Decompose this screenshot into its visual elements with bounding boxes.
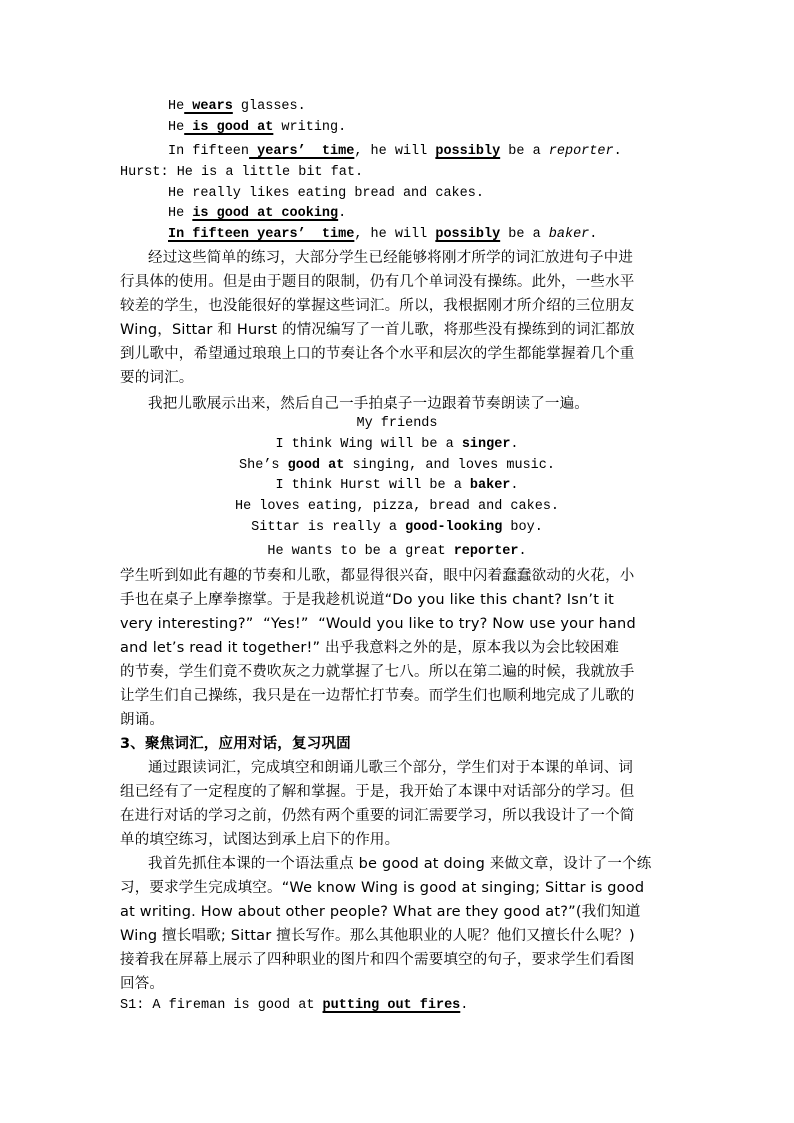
section-heading: 3、聚焦词汇，应用对话，复习巩固 xyxy=(120,736,351,752)
blank-answer: possibly xyxy=(435,144,501,159)
blank-answer: possibly xyxy=(435,227,501,242)
text: He wants to be a great xyxy=(267,544,454,559)
poem-line: He loves eating, pizza, bread and cakes. xyxy=(234,499,560,514)
text: glasses. xyxy=(232,99,306,114)
student-answer-line xyxy=(120,996,468,1016)
blank-answer: is good at cooking xyxy=(192,206,339,221)
text: singing, and loves music. xyxy=(344,458,555,473)
paragraph-line: Wing，Sittar 和 Hurst 的情况编写了一首儿歌，将那些没有操练到的词汇都放 xyxy=(120,322,635,338)
text: He xyxy=(168,99,185,114)
poem-line xyxy=(0,456,794,476)
paragraph-line: 较差的学生，也没能很好的掌握这些词汇。所以，我根据刚才所介绍的三位朋友 xyxy=(120,298,635,314)
text: I think Hurst will be a xyxy=(275,478,470,493)
text: . xyxy=(510,437,519,452)
paragraph-line: Wing 擅长唱歌; Sittar 擅长写作。那么其他职业的人呢？他们又擅长什么呢？) xyxy=(120,928,635,944)
text: , he will xyxy=(354,227,436,242)
text: . xyxy=(510,478,519,493)
paragraph-line: and let’s read it together!” 出乎我意料之外的是，原本我以为会比较困难 xyxy=(120,640,620,656)
example-line-reporter xyxy=(168,142,622,162)
paragraph-line: 单的填空练习，试图达到承上启下的作用。 xyxy=(120,832,400,848)
example-line-bread-cakes: He really likes eating bread and cakes. xyxy=(168,186,484,201)
paragraph-line: 组已经有了一定程度的了解和掌握。于是，我开始了本课中对话部分的学习。但 xyxy=(120,784,635,800)
paragraph-line: 通过跟读词汇，完成填空和朗诵儿歌三个部分，学生们对于本课的单词、词 xyxy=(148,760,634,776)
bold-word: baker xyxy=(469,478,511,493)
text: . xyxy=(338,206,347,221)
blank-answer: putting out fires xyxy=(322,998,461,1013)
poem-title: My friends xyxy=(356,416,438,431)
example-line-baker xyxy=(168,225,597,245)
poem-line xyxy=(0,518,794,538)
poem-line xyxy=(0,476,794,496)
paragraph-line: 行具体的使用。但是由于题目的限制，仍有几个单词没有操练。此外，一些水平 xyxy=(120,274,635,290)
bold-word: reporter xyxy=(453,544,519,559)
example-line-wears xyxy=(168,97,306,117)
text: . xyxy=(518,544,527,559)
example-line-hurst: Hurst: He is a little bit fat. xyxy=(120,165,364,180)
bold-word: good at xyxy=(287,458,345,473)
text: S1: A fireman is good at xyxy=(120,998,323,1013)
paragraph-line: 要的词汇。 xyxy=(120,370,194,386)
blank-answer: is good at xyxy=(184,120,274,135)
poem-line xyxy=(0,435,794,455)
text: In fifteen xyxy=(168,144,250,159)
text: . xyxy=(589,227,598,242)
italic-word: baker xyxy=(548,227,590,242)
bold-word: good-looking xyxy=(405,520,503,535)
paragraph-line: 接着我在屏幕上展示了四种职业的图片和四个需要填空的句子，要求学生们看图 xyxy=(120,952,635,968)
paragraph-line: 朗诵。 xyxy=(120,712,165,728)
text: writing. xyxy=(273,120,347,135)
paragraph-line: 经过这些简单的练习，大部分学生已经能够将刚才所学的词汇放进句子中进 xyxy=(148,250,634,266)
paragraph-line: very interesting?” “Yes!” “Would you like to try? Now use your hand xyxy=(120,616,636,632)
blank-answer: years’ time xyxy=(249,144,355,159)
paragraph-line: 的节奏，学生们竟不费吹灰之力就掌握了七八。所以在第二遍的时候，我就放手 xyxy=(120,664,635,680)
bold-word: singer xyxy=(461,437,511,452)
text: boy. xyxy=(502,520,543,535)
paragraph-line: 到儿歌中，希望通过琅琅上口的节奏让各个水平和层次的学生都能掌握着几个重 xyxy=(120,346,635,362)
text: She’s xyxy=(239,458,288,473)
text: . xyxy=(613,144,622,159)
text: be a xyxy=(500,227,549,242)
text: I think Wing will be a xyxy=(275,437,462,452)
blank-answer: In fifteen years’ time xyxy=(168,227,355,242)
example-line-cooking xyxy=(168,204,346,224)
text: . xyxy=(460,998,469,1013)
paragraph-line: 我把儿歌展示出来，然后自己一手拍桌子一边跟着节奏朗读了一遍。 xyxy=(148,396,589,412)
italic-word: reporter xyxy=(548,144,614,159)
paragraph-line: 我首先抓住本课的一个语法重点 be good at doing 来做文章，设计了一个练 xyxy=(148,856,652,872)
paragraph-line: at writing. How about other people? What are they good at?”(我们知道 xyxy=(120,904,641,920)
paragraph-line: 让学生们自己操练，我只是在一边帮忙打节奏。而学生们也顺利地完成了儿歌的 xyxy=(120,688,635,704)
text: He xyxy=(168,206,193,221)
paragraph-line: 回答。 xyxy=(120,976,165,992)
text: , he will xyxy=(354,144,436,159)
text: Sittar is really a xyxy=(251,520,406,535)
example-line-good-at-writing xyxy=(168,118,346,138)
text: be a xyxy=(500,144,549,159)
blank-answer: wears xyxy=(184,99,233,114)
text: He xyxy=(168,120,185,135)
paragraph-line: 在进行对话的学习之前，仍然有两个重要的词汇需要学习，所以我设计了一个简 xyxy=(120,808,635,824)
paragraph-line: 手也在桌子上摩拳擦掌。于是我趁机说道“Do you like this chant? Isn’t it xyxy=(120,592,615,608)
paragraph-line: 学生听到如此有趣的节奏和儿歌，都显得很兴奋，眼中闪着蠢蠢欲动的火花，小 xyxy=(120,568,635,584)
paragraph-line: 习，要求学生完成填空。“We know Wing is good at singing; Sittar is good xyxy=(120,880,645,896)
poem-line xyxy=(0,542,794,562)
